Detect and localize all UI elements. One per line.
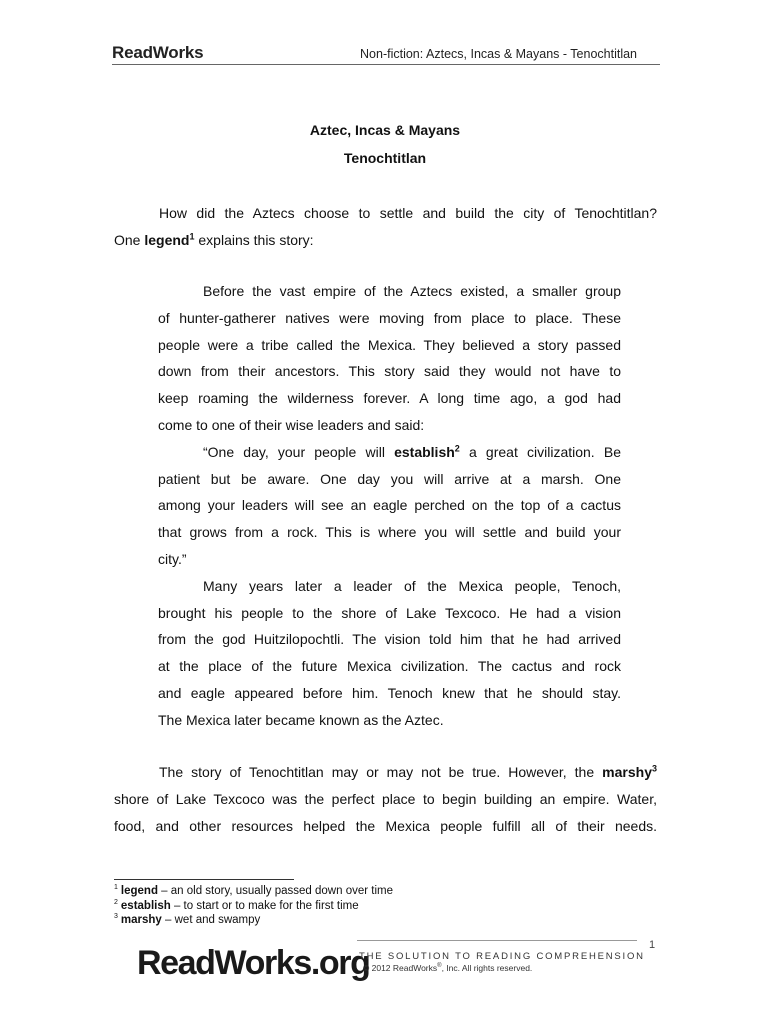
- story-line: that grows from a rock. This is where you will settle and build your: [158, 524, 621, 541]
- footnote-item: $^2$ establish – to start or to make for the first time: [114, 898, 359, 912]
- closing-line-3: food, and other resources helped the Mexica people fulfill all of their needs.: [114, 817, 657, 834]
- story-line: come to one of their wise leaders and said:: [158, 416, 425, 433]
- footnote-item: $^3$ marshy – wet and swampy: [114, 913, 261, 927]
- closing-line-1: The story of Tenochtitlan may or may not be true. However, the marshy$^3$: [159, 763, 657, 780]
- footnote-ref-3: 3: [651, 763, 657, 774]
- footer-divider: [357, 940, 637, 941]
- story-line: at the place of the future Mexica civilization. The cactus and rock: [158, 658, 621, 675]
- intro-paragraph: [114, 200, 657, 254]
- story-line: Before the vast empire of the Aztecs existed, a smaller group: [203, 283, 621, 299]
- story-line: brought his people to the shore of Lake Texcoco. He had a vision: [158, 604, 621, 621]
- story-line: down from their ancestors. This story said they would not have to: [158, 363, 621, 380]
- story-line: keep roaming the wilderness forever. A long time ago, a god had: [158, 390, 621, 407]
- document-header-title: Non-fiction: Aztecs, Incas & Mayans - Tenochtitlan: [360, 47, 637, 61]
- footnotes: [114, 884, 393, 928]
- intro-line-1: How did the Aztecs choose to settle and build the city of Tenochtitlan?: [159, 205, 657, 221]
- readworks-header-logo: ReadWorks: [112, 43, 204, 62]
- story-line: city.”: [158, 550, 187, 567]
- footnote-ref-1: 1: [189, 231, 195, 242]
- story-line: “One day, your people will establish$^2$ a great civilization. Be: [203, 443, 621, 460]
- term-legend: legend: [144, 231, 190, 248]
- readworks-footer-logo: ReadWorks.org: [137, 944, 370, 982]
- document-subtitle: Tenochtitlan: [343, 150, 427, 166]
- intro-line-2: One legend$^1$ explains this story:: [114, 231, 314, 248]
- story-line: Many years later a leader of the Mexica people, Tenoch,: [203, 577, 621, 594]
- story-line: and eagle appeared before him. Tenoch knew that he should stay.: [158, 684, 621, 701]
- closing-line-2: shore of Lake Texcoco was the perfect place to begin building an empire. Water,: [114, 790, 657, 807]
- copyright-notice: © 2012 ReadWorks®, Inc. All rights reserved.: [363, 963, 533, 973]
- story-line: people were a tribe called the Mexica. They believed a story passed: [158, 336, 621, 353]
- story-line: The Mexica later became known as the Aztec.: [158, 711, 444, 728]
- story-line: from the god Huitzilopochtli. The vision told him that he had arrived: [158, 631, 621, 648]
- header-divider: [112, 64, 660, 65]
- footer-tagline: THE SOLUTION TO READING COMPREHENSION: [359, 951, 645, 962]
- footnote-ref-2: 2: [454, 443, 460, 454]
- closing-paragraph: [114, 759, 657, 839]
- footnote-divider: [114, 879, 294, 880]
- footnote-item: $^1$ legend – an old story, usually passed down over time: [114, 884, 393, 897]
- story-line: among your leaders will see an eagle perched on the top of a cactus: [158, 497, 621, 514]
- story-line: of hunter-gatherer natives were moving from place to place. These: [158, 309, 621, 326]
- document-title: Aztec, Incas & Mayans: [309, 122, 461, 138]
- page-number: 1: [649, 939, 656, 951]
- legend-story-block: [158, 278, 621, 734]
- term-establish: establish: [394, 443, 455, 460]
- term-marshy: marshy: [602, 764, 652, 780]
- story-line: patient but be aware. One day you will arrive at a marsh. One: [158, 470, 621, 487]
